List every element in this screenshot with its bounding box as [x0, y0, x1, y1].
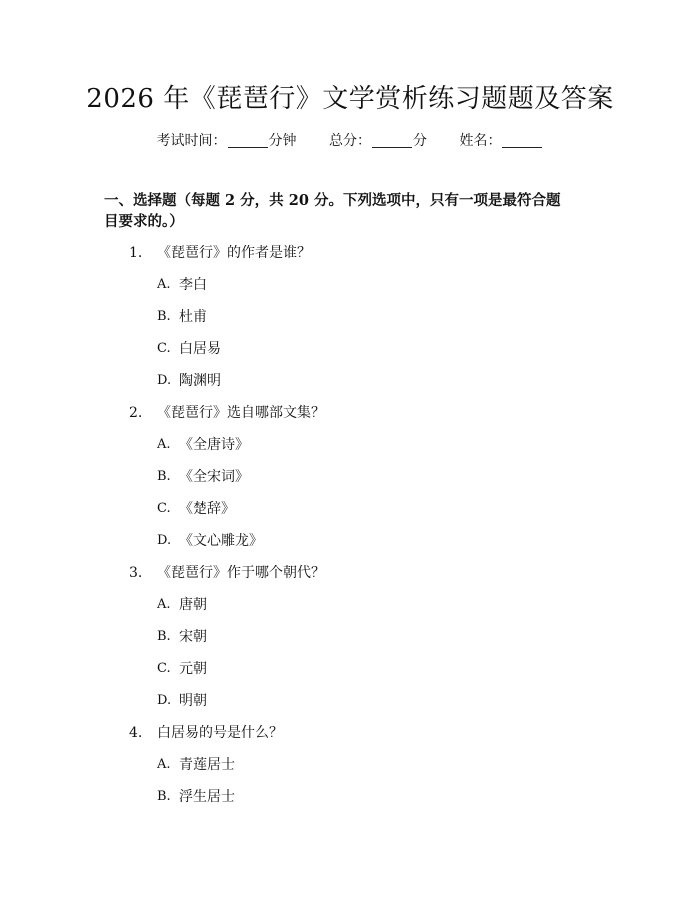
option-4a: [0, 755, 700, 787]
option-text: 李白: [179, 277, 207, 293]
question-text: 《琵琶行》的作者是谁？: [157, 245, 311, 261]
option-letter: D.: [157, 533, 172, 548]
option-1a: [0, 275, 700, 307]
option-letter: A.: [157, 757, 171, 772]
option-3c: [0, 659, 700, 691]
option-2a: [0, 435, 700, 467]
total-score-unit: 分: [413, 133, 427, 149]
option-letter: B.: [157, 789, 171, 804]
option-text: 杜甫: [179, 309, 207, 325]
option-2d: [0, 531, 700, 563]
option-1c: [0, 339, 700, 371]
exam-time-unit: 分钟: [268, 133, 297, 149]
option-letter: A.: [157, 597, 171, 612]
option-text: 唐朝: [179, 597, 207, 613]
question-2: [0, 403, 700, 435]
option-letter: B.: [157, 309, 171, 324]
option-2c: [0, 499, 700, 531]
question-number: 3.: [129, 565, 143, 581]
option-text: 白居易: [179, 341, 221, 357]
option-text: 元朝: [179, 661, 207, 677]
option-text: 《楚辞》: [179, 501, 235, 517]
question-number: 1.: [129, 245, 143, 261]
option-text: 陶渊明: [179, 373, 221, 389]
question-text: 白居易的号是什么？: [157, 725, 283, 741]
student-name-label: 姓名：: [459, 133, 502, 149]
option-1d: [0, 371, 700, 403]
question-1: [0, 243, 700, 275]
option-text: 《文心雕龙》: [179, 533, 263, 549]
exam-time-field: [157, 131, 297, 151]
option-text: 明朝: [179, 693, 207, 709]
option-3d: [0, 691, 700, 723]
question-list: [0, 243, 700, 819]
question-number: 4.: [129, 725, 143, 741]
option-1b: [0, 307, 700, 339]
student-name-blank: [502, 133, 542, 148]
option-text: 《全宋词》: [179, 469, 249, 485]
student-name-field: [459, 131, 543, 151]
section-heading: 一、选择题（每题 2 分，共 20 分。下列选项中，只有一项是最符合题目要求的。）: [104, 192, 561, 230]
option-letter: B.: [157, 629, 171, 644]
option-letter: C.: [157, 501, 171, 516]
exam-time-label: 考试时间：: [156, 133, 227, 149]
option-text: 《全唐诗》: [179, 437, 249, 453]
option-letter: D.: [157, 373, 172, 388]
question-text: 《琵琶行》作于哪个朝代？: [157, 565, 325, 581]
option-3b: [0, 627, 700, 659]
option-letter: C.: [157, 341, 171, 356]
option-letter: B.: [157, 469, 171, 484]
option-text: 浮生居士: [179, 789, 235, 805]
option-4b: [0, 787, 700, 819]
total-score-label: 总分：: [329, 133, 371, 149]
question-number: 2.: [129, 405, 143, 421]
option-text: 青莲居士: [179, 757, 235, 773]
exam-info-line: [0, 131, 700, 151]
question-4: [0, 723, 700, 755]
option-text: 宋朝: [179, 629, 207, 645]
question-3: [0, 563, 700, 595]
question-text: 《琵琶行》选自哪部文集？: [157, 405, 325, 421]
option-letter: D.: [157, 693, 172, 708]
option-3a: [0, 595, 700, 627]
option-letter: A.: [157, 277, 171, 292]
option-2b: [0, 467, 700, 499]
exam-time-blank: [228, 133, 268, 148]
option-letter: C.: [157, 661, 171, 676]
total-score-blank: [372, 133, 412, 148]
page-title: 2026 年《琵琶行》文学赏析练习题题及答案: [86, 84, 614, 114]
option-letter: A.: [157, 437, 171, 452]
total-score-field: [329, 131, 427, 151]
